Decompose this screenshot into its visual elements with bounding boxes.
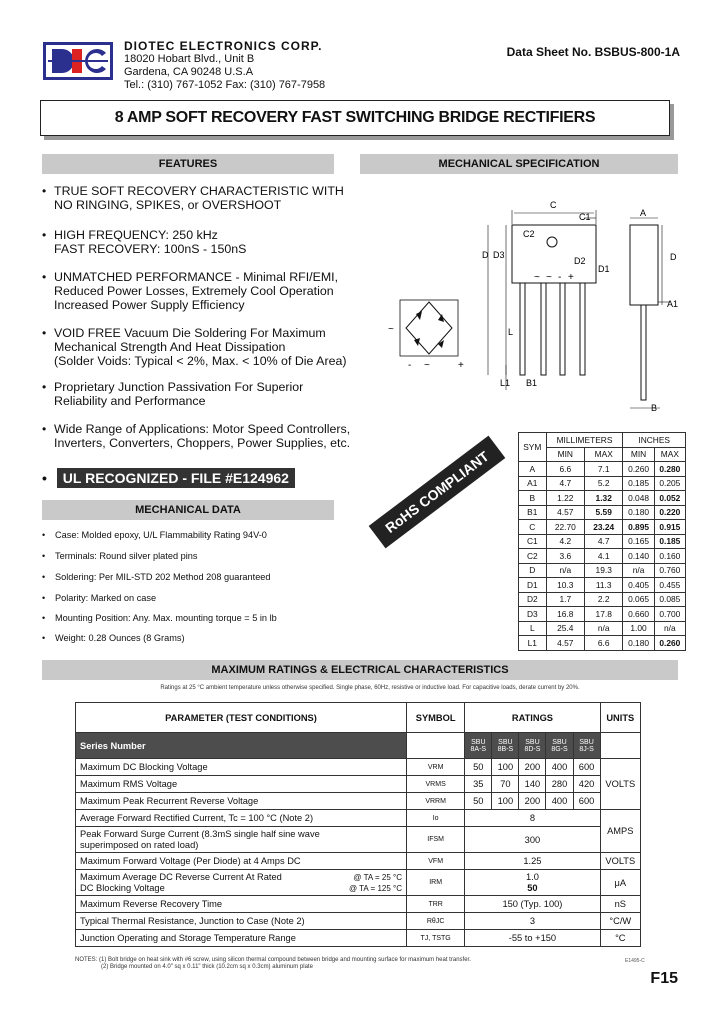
mech-spec-header: MECHANICAL SPECIFICATION (360, 154, 678, 174)
polarity-mark: + (458, 360, 464, 371)
dim-label: C2 (523, 229, 535, 239)
package-drawing (360, 180, 690, 430)
polarity-mark: ~ (534, 272, 540, 283)
feature-item: • Wide Range of Applications: Motor Speed Controllers, Inverters, Converters, Choppers, Power Supplies, etc. (42, 422, 351, 450)
table-row: Peak Forward Surge Current (8.3mS single half sine wave superimposed on rated load) IFSM 300 (76, 827, 641, 853)
table-row: C 22.70 23.24 0.895 0.915 (519, 520, 686, 535)
company-info (124, 40, 325, 92)
ratings-header: MAXIMUM RATINGS & ELECTRICAL CHARACTERISTICS (42, 660, 678, 680)
dim-label: B1 (526, 378, 538, 388)
feature-item: • VOID FREE Vacuum Die Soldering For Maximum Mechanical Strength And Heat Dissipation (Solder Voids: Typical < 2%, Max. < 10% of Die Area) (42, 326, 347, 368)
table-row: D n/a 19.3 n/a 0.760 (519, 563, 686, 578)
feature-item: • UNMATCHED PERFORMANCE - Minimal RFI/EMI, Reduced Power Losses, Extremely Cool Operation Increased Power Supply Efficiency (42, 270, 339, 312)
notes: NOTES: (1) Bolt bridge on heat sink with #6 screw, using silicon thermal compound between bridge and mounting surface for maximum heat transfer. (2) Bridge mounted on 4.0" sq x 0.11" thick (10.2cm sq x 0.3cm) aluminum plate (75, 957, 471, 970)
table-row: B1 4.57 5.59 0.180 0.220 (519, 505, 686, 520)
polarity-mark: - (558, 272, 562, 283)
dim-label: C1 (579, 212, 591, 222)
ul-recognized: • UL RECOGNIZED - FILE #E124962 (42, 468, 295, 488)
table-row: L 25.4 n/a 1.00 n/a (519, 621, 686, 636)
doc-code: E1495-C (625, 958, 645, 964)
polarity-mark: ~ (424, 360, 430, 371)
ratings-note: Ratings at 25 °C ambient temperature unless otherwise specified. Single phase, 60Hz, resistive or inductive load. For capacitive loads, derate current by 20%. (160, 685, 580, 691)
dim-header-mm: MILLIMETERS (546, 433, 623, 448)
company-address2: Gardena, CA 90248 U.S.A (124, 66, 254, 78)
dim-label: D3 (493, 250, 505, 260)
table-row: D3 16.8 17.8 0.660 0.700 (519, 607, 686, 622)
dim-label: B (651, 403, 658, 413)
mech-data-item: • Weight: 0.28 Ounces (8 Grams) (42, 633, 185, 643)
mech-data-header: MECHANICAL DATA (42, 500, 334, 520)
feature-item: • Proprietary Junction Passivation For Superior Reliability and Performance (42, 380, 304, 408)
page-mark: F15 (650, 970, 678, 987)
table-row: Typical Thermal Resistance, Junction to Case (Note 2) RθJC 3 °C/W (76, 913, 641, 930)
dim-header-sym: SYM (519, 433, 547, 462)
mech-data-item: • Mounting Position: Any. Max. mounting torque = 5 in lb (42, 613, 277, 623)
company-address1: 18020 Hobart Blvd., Unit B (124, 53, 255, 65)
polarity-mark: ~ (546, 272, 552, 283)
ratings-table: PARAMETER (TEST CONDITIONS) SYMBOL RATINGS UNITS Series Number SBU 8A-S SBU 8B-S SBU 8D-S SBU 8G-S SBU 8J-S Maximum DC Blocking Voltage VRM 50 100 200 400 600 VOLTS Maximum RMS Voltage VRMS 35 70 140 280 420 Maximum Peak Recurrent Reverse Voltage VRRM 50 100 200 400 600 Average Forward Rectified Current, Tc = 100 °C (Note 2) Io 8 AMPS Peak Forward Surge Current (8.3mS single half sine wave superimposed on rated load) IFSM 300 Maximum Forward Voltage (Per Diode) at 4 Amps DC VFM 1.25 VOLTS Maximum Average DC Reverse Current At Rated DC Blocking Voltage @ TA = 25 °C @ TA = 125 °C IRM 1.0 50 μA Maximum Reverse Recovery Time TRR 150 (Typ. 100) nS Typical Thermal Resistance, Junction to Case (Note 2) RθJC 3 °C/W Junction Operating and Storage Temperature Range TJ, TSTG -55 to +150 °C (75, 702, 641, 947)
dim-label: D (482, 250, 489, 260)
table-row: Maximum Peak Recurrent Reverse Voltage VRRM 50 100 200 400 600 (76, 793, 641, 810)
features-header: FEATURES (42, 154, 334, 174)
table-row: C2 3.6 4.1 0.140 0.160 (519, 549, 686, 564)
dim-label: L (508, 327, 514, 337)
mech-data-item: • Case: Molded epoxy, U/L Flammability Rating 94V-0 (42, 530, 267, 540)
dim-label: C (550, 200, 557, 210)
table-row: D2 1.7 2.2 0.065 0.085 (519, 592, 686, 607)
diotec-logo (43, 42, 113, 80)
dim-label: D2 (574, 256, 586, 266)
polarity-mark: ~ (388, 324, 394, 335)
company-name: DIOTEC ELECTRONICS CORP. (124, 39, 323, 53)
mech-data-item: • Terminals: Round silver plated pins (42, 551, 198, 561)
table-row: A1 4.7 5.2 0.185 0.205 (519, 476, 686, 491)
table-row: Maximum DC Blocking Voltage VRM 50 100 200 400 600 VOLTS (76, 759, 641, 776)
dim-label: A1 (667, 299, 679, 309)
mech-data-item: • Soldering: Per MIL-STD 202 Method 208 guaranteed (42, 572, 271, 582)
table-row: Junction Operating and Storage Temperature Range TJ, TSTG -55 to +150 °C (76, 930, 641, 947)
dim-label: L1 (500, 378, 511, 388)
page-title: 8 AMP SOFT RECOVERY FAST SWITCHING BRIDGE RECTIFIERS (40, 100, 670, 136)
ul-label: UL RECOGNIZED - FILE #E124962 (57, 468, 295, 488)
dim-label: D1 (598, 264, 610, 274)
table-row: D1 10.3 11.3 0.405 0.455 (519, 578, 686, 593)
table-row: Maximum RMS Voltage VRMS 35 70 140 280 420 (76, 776, 641, 793)
dim-label: D (670, 252, 677, 262)
table-row: Average Forward Rectified Current, Tc = 100 °C (Note 2) Io 8 AMPS (76, 810, 641, 827)
table-row: C1 4.2 4.7 0.165 0.185 (519, 534, 686, 549)
polarity-mark: + (568, 272, 574, 283)
table-row: L1 4.57 6.6 0.180 0.260 (519, 636, 686, 651)
table-row: Maximum Forward Voltage (Per Diode) at 4 Amps DC VFM 1.25 VOLTS (76, 853, 641, 870)
feature-item: • TRUE SOFT RECOVERY CHARACTERISTIC WITH NO RINGING, SPIKES, or OVERSHOOT (42, 184, 344, 212)
dim-header-in: INCHES (623, 433, 686, 448)
table-row: Maximum Reverse Recovery Time TRR 150 (Typ. 100) nS (76, 896, 641, 913)
table-row: Maximum Average DC Reverse Current At Rated DC Blocking Voltage @ TA = 25 °C @ TA = 125 °C IRM 1.0 50 μA (76, 870, 641, 896)
table-row: B 1.22 1.32 0.048 0.052 (519, 491, 686, 506)
dim-label: A (640, 208, 647, 218)
feature-item: • HIGH FREQUENCY: 250 kHz FAST RECOVERY: 100nS - 150nS (42, 228, 247, 256)
rohs-badge: RoHS COMPLIANT (369, 436, 506, 549)
mech-data-item: • Polarity: Marked on case (42, 593, 157, 603)
polarity-mark: - (408, 360, 412, 371)
dimension-table: SYM MILLIMETERS INCHES MIN MAX MIN MAX A 6.6 7.1 0.260 0.280 A1 4.7 5.2 0.185 0.205 B 1.22 1.32 0.048 0.052 B1 4.57 5.59 0.180 0.220 C 22.70 23.24 0.895 0.915 C1 4.2 4.7 0.165 0.185 C2 3.6 4.1 0.140 0.160 D n/a 19.3 n/a 0.760 D1 10.3 11.3 0.405 0.455 D2 1.7 2.2 0.065 0.085 D3 16.8 17.8 0.660 0.700 L 25.4 n/a 1.00 n/a L1 4.57 6.6 0.180 0.260 (518, 432, 686, 651)
table-row: A 6.6 7.1 0.260 0.280 (519, 462, 686, 477)
datasheet-number: Data Sheet No. BSBUS-800-1A (506, 45, 680, 59)
company-phone: Tel.: (310) 767-1052 Fax: (310) 767-7958 (124, 79, 326, 91)
